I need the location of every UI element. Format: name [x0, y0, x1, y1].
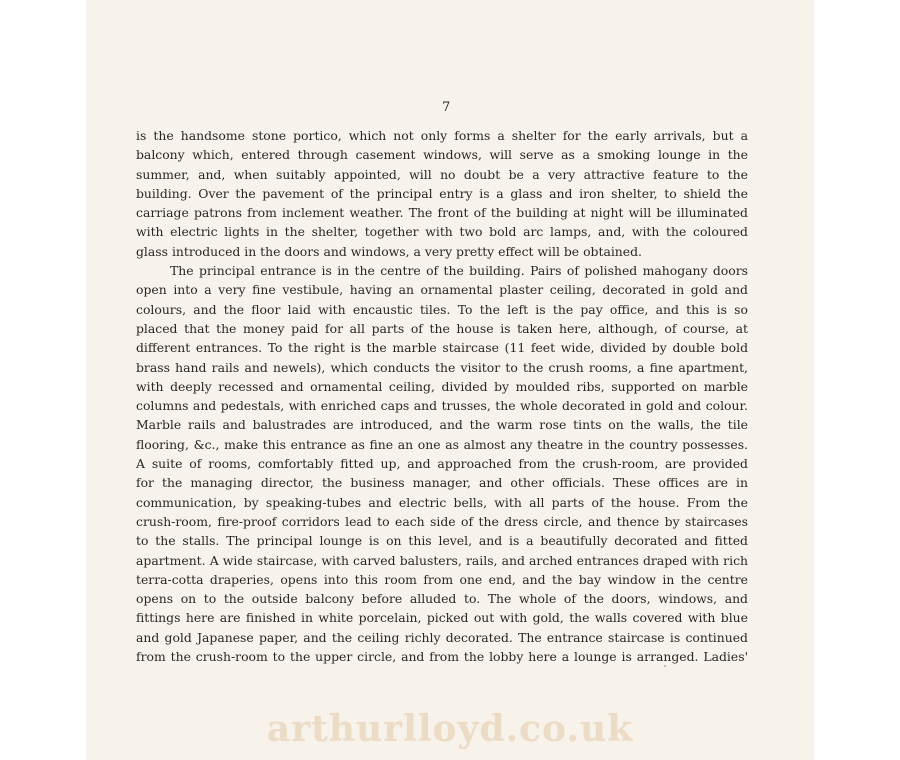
text-line: flooring, &c., make this entrance as fine an one as almost any theatre in the country possesses.: [136, 436, 748, 452]
text-line: apartment. A wide staircase, with carved balusters, rails, and arched entrances draped with rich: [136, 552, 748, 568]
text-line: with electric lights in the shelter, together with two bold arc lamps, and, with the coloured: [136, 224, 748, 240]
page-number: 7: [442, 100, 451, 115]
text-line: The principal entrance is in the centre of the building. Pairs of polished mahogany doors: [170, 263, 748, 279]
paragraph-2: [136, 261, 748, 666]
text-line: Marble rails and balustrades are introduced, and the warm rose tints on the walls, the tile: [136, 417, 748, 433]
text-line: is the handsome stone portico, which not only forms a shelter for the early arrivals, but a: [136, 128, 748, 143]
site-watermark: arthurlloyd.co.uk: [266, 708, 634, 750]
body-text: [136, 126, 748, 666]
text-line: different entrances. To the right is the marble staircase (11 feet wide, divided by double bold: [136, 340, 748, 356]
text-line: terra-cotta draperies, opens into this room from one end, and the bay window in the centre: [136, 571, 748, 587]
text-line: carriage patrons from inclement weather. The front of the building at night will be illuminated: [136, 205, 748, 221]
text-line: columns and pedestals, with enriched caps and trusses, the whole decorated in gold and colour.: [136, 398, 748, 414]
text-line: opens on to the outside balcony before alluded to. The whole of the doors, windows, and: [136, 591, 748, 607]
text-line: for the managing director, the business manager, and other officials. These offices are in: [136, 475, 748, 491]
text-line: with deeply recessed and ornamental ceiling, divided by moulded ribs, supported on marble: [136, 378, 748, 394]
paragraph-1: [136, 126, 748, 261]
text-line: from the crush-room to the upper circle, and from the lobby here a lounge is arranged. Ladies': [136, 649, 748, 665]
text-line: placed that the money paid for all parts of the house is taken here, although, of course, at: [136, 320, 748, 336]
text-line: fittings here are finished in white porcelain, picked out with gold, the walls covered with blue: [136, 610, 748, 626]
text-line: communication, by speaking-tubes and electric bells, with all parts of the house. From the: [136, 494, 748, 510]
text-line: balcony which, entered through casement windows, will serve as a smoking lounge in the: [136, 147, 748, 163]
text-line: colours, and the floor laid with encaustic tiles. To the left is the pay office, and this is so: [136, 301, 748, 317]
text-line: crush-room, fire-proof corridors lead to each side of the dress circle, and thence by staircases: [136, 513, 748, 529]
text-line: to the stalls. The principal lounge is on this level, and is a beautifully decorated and fitted: [136, 533, 748, 549]
text-line: brass hand rails and newels), which conducts the visitor to the crush rooms, a fine apartment,: [136, 359, 748, 375]
ink-speck: [664, 665, 666, 667]
text-line: open into a very fine vestibule, having an ornamental plaster ceiling, decorated in gold and: [136, 282, 748, 298]
scanned-page: [86, 0, 814, 760]
text-line: A suite of rooms, comfortably fitted up, and approached from the crush-room, are provided: [136, 456, 748, 472]
text-line: summer, and, when suitably appointed, will no doubt be a very attractive feature to the: [136, 166, 748, 182]
text-line: glass introduced in the doors and windows, a very pretty effect will be obtained.: [136, 243, 642, 259]
text-line: and gold Japanese paper, and the ceiling richly decorated. The entrance staircase is continued: [136, 629, 748, 645]
text-line: building. Over the pavement of the principal entry is a glass and iron shelter, to shield the: [136, 185, 748, 201]
